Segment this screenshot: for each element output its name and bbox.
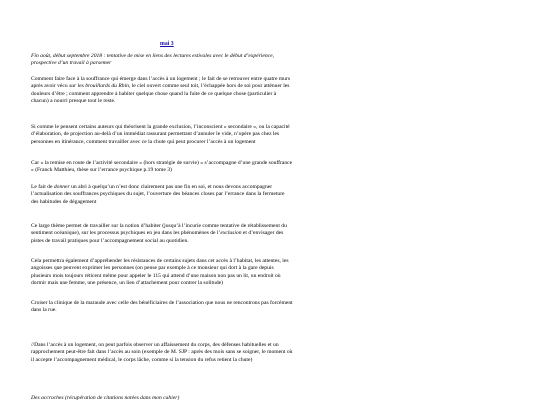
date-link[interactable]: mai 3	[160, 41, 174, 47]
paragraph-1-text-a: Comment faire face à la souffrance qui émerge dans l’accès à un logement ; le fait de se retrouver entre quatre murs après avoir vécu	[31, 76, 291, 90]
paragraph-5-emphasis: exclusion	[220, 230, 242, 237]
intro-note: Fin août, début septembre 2018 : tentative de mise en liens des lectures estivales avec le début d’expérience, prospective d’un travail à parsemer	[31, 53, 274, 67]
paragraph-4-text-a: Le fait de	[31, 184, 54, 190]
paragraph-2: Si comme le pensent certains auteurs qui théorisent la grande exclusion, l’inconscient « secondaire », ou la capacité d’élaboration, de projection au-delà d’un immédiat rassurant permettant d’annuler le vide, n’opère pas chez les personnes en itinérance, comment travailler avec ce la chute qui peut procurer l’accès à un logement	[31, 124, 290, 145]
closing-heading: Des accroches (récupération de citations notées dans mon cahier)	[31, 395, 180, 401]
paragraph-5-text-a: Ce large thème permet de travailler sur la notion d’habiter (jusqu’à l’incurie comme tentative de rétablissement du sentiment océanique), sur les processus psychiques en jeu dans les phénomènes de l’	[31, 223, 287, 237]
paragraph-5	[31, 223, 293, 245]
document-page	[31, 0, 293, 405]
paragraph-4-emphasis: donner	[53, 184, 70, 190]
paragraph-3: Car « la remise en route de l’activité secondaire » (hors stratégie de survie) « s’accompagne d’une grande souffrance » (Franck Matthieu, thèse sur l’errance psychique p.19 tome 3)	[31, 160, 293, 174]
paragraph-8: //Dans l’accès à un logement, on peut parfois observer un affaissement du corps, des défenses habituelles et un rapprochement peut-être fait dans l’accès au soin (exemple de M. SJP : après des mois sans se soigner, le moment où il accepte l’accompagnement médical, le corps lâche, comme si la tension du refus retient la chute)	[31, 342, 293, 363]
paragraph-1	[31, 76, 293, 106]
paragraph-4	[31, 184, 293, 206]
paragraph-1-text-c: , le ciel ouvert comme seul toit, l’échappée hors de soi pour atténuer les douleurs d’être ; comment apprendre à habiter quelque chose quand la fuite de ce quelque chose (particulier à chacun) a nourri presque tout le reste.	[31, 83, 290, 105]
paragraph-1-quote: sur les brouillards du Rhin	[69, 83, 129, 90]
paragraph-4-text-c: un abri à quelqu’un n’est donc clairement pas une fin en soi, et nous devons accompagner l’actualisation des souffrances psychiques du sujet, l’ouverture des béances closes par l’errance dans la fermeture des habitudes de dégagement	[31, 184, 285, 205]
paragraph-7: Croiser la clinique de la maraude avec celle des bénéficiaires de l’association que nous ne rencontrons pas forcément dans la rue.	[31, 300, 293, 314]
paragraph-5-text-c: et d’envisager des pistes de travail pratiques pour l’accompagnement social au quotidien.	[31, 230, 284, 244]
paragraph-6: Cela permettra également d’appréhender les résistances de certains sujets dans cet accès à l’habitat, les attentes, les angoisses que peuvent exprimer les personnes (on pense par exemple à ce monsieur qui dort à la gare depuis plusieurs mois toujours réticent même pour appeler le 115 qui attend d’une maison non pas un lit, un endroit où dormir mais une femme, une présence, un lien d’attachement pour contrer la solitude)	[31, 258, 289, 287]
